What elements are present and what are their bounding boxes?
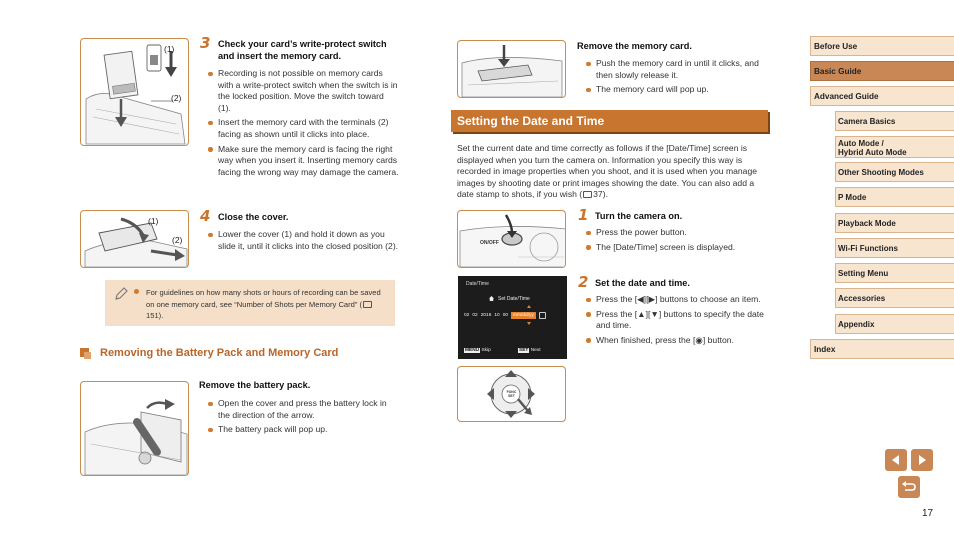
nav-appendix[interactable]: Appendix: [835, 314, 954, 334]
nav-playback-mode[interactable]: Playback Mode: [835, 213, 954, 233]
list-item: Recording is not possible on memory cards with a write-protect switch when the switch is in the locked position. Move the switch toward (1).: [207, 68, 399, 114]
nav-wifi-functions[interactable]: Wi-Fi Functions: [835, 238, 954, 258]
step-1-title: Turn the camera on.: [595, 211, 683, 221]
nav-camera-basics[interactable]: Camera Basics: [835, 111, 954, 131]
note-box: [105, 280, 395, 326]
remove-card-title: Remove the memory card.: [577, 41, 692, 51]
home-icon: [489, 296, 494, 301]
nav-p-mode[interactable]: P Mode: [835, 187, 954, 207]
nav-before-use[interactable]: Before Use: [810, 36, 954, 56]
date-field-year[interactable]: 2016: [480, 312, 492, 318]
func-set-label: FUNC SET: [506, 390, 517, 398]
power-button-figure: [457, 210, 566, 268]
fig-label-2: (2): [171, 93, 182, 103]
nav-advanced-guide[interactable]: Advanced Guide: [810, 86, 954, 106]
page-number: 17: [922, 508, 934, 519]
list-item: Make sure the memory card is facing the right way when you insert it. Inserting memory cards facing the wrong way may damage the camera.: [207, 144, 399, 179]
list-item: Insert the memory card with the terminals (2) facing as shown until it clicks into place.: [207, 117, 399, 140]
section-title-bar: Setting the Date and Time: [451, 110, 768, 132]
remove-card-bullets: [585, 58, 770, 99]
step-1-bullets: [585, 227, 770, 256]
return-icon: [898, 476, 920, 498]
list-item: Press the [◀][▶] buttons to choose an item.: [585, 294, 770, 306]
removing-heading: Removing the Battery Pack and Memory Card: [100, 347, 339, 359]
time-field-hour[interactable]: 10: [494, 312, 500, 318]
list-item: Press the [▲][▼] buttons to specify the date and time.: [585, 309, 770, 332]
skip-label: Skip: [481, 348, 491, 353]
time-field-minute[interactable]: 00: [502, 312, 509, 318]
fig-label-1: (1): [164, 44, 175, 54]
step-1-number: 1: [578, 206, 589, 224]
list-item: Open the cover and press the battery lock in the direction of the arrow.: [207, 398, 399, 421]
book-icon: [363, 301, 372, 308]
remove-card-figure: [457, 40, 566, 98]
memory-card-insert-figure: [80, 38, 189, 146]
fig-label-1: (1): [148, 216, 159, 226]
nav-basic-guide[interactable]: Basic Guide: [810, 61, 954, 81]
menu-key-badge: MENU: [465, 348, 480, 353]
step-2-bullets: [585, 294, 770, 349]
battery-removal-illustration: [81, 382, 189, 476]
remove-battery-title: Remove the battery pack.: [199, 380, 311, 390]
date-time-screen: [458, 276, 567, 359]
note-text: For guidelines on how many shots or hours of recording can be saved on one memory card, see “Number of Shots per Memory Card” (151).: [146, 288, 381, 320]
step-4-title: Close the cover.: [218, 212, 289, 222]
prev-page-button[interactable]: [885, 449, 907, 471]
step-4-bullets: [207, 229, 399, 255]
list-item: When finished, press the [◉] button.: [585, 335, 770, 347]
step-2-title: Set the date and time.: [595, 278, 690, 288]
next-page-button[interactable]: [911, 449, 933, 471]
list-item: The [Date/Time] screen is displayed.: [585, 242, 770, 254]
format-up-arrow-icon: [527, 305, 531, 308]
nav-setting-menu[interactable]: Setting Menu: [835, 263, 954, 283]
next-label: Next: [530, 348, 541, 353]
power-button-illustration: [458, 211, 566, 268]
set-key-badge: SET: [519, 348, 529, 353]
list-item: The memory card will pop up.: [585, 84, 770, 96]
step-3-number: 3: [200, 34, 211, 52]
power-label: ON/OFF: [480, 240, 499, 246]
book-icon: [583, 191, 592, 198]
return-button[interactable]: [898, 476, 920, 498]
pencil-icon: [113, 286, 129, 302]
nav-index[interactable]: Index: [810, 339, 954, 359]
arrow-right-icon: [919, 455, 926, 465]
nav-accessories[interactable]: Accessories: [835, 288, 954, 308]
screen-subtitle: Set Date/Time: [498, 296, 530, 302]
date-field-day[interactable]: 02: [472, 312, 478, 318]
format-down-arrow-icon: [527, 322, 531, 325]
list-item: Lower the cover (1) and hold it down as you slide it, until it clicks into the closed position (2).: [207, 229, 399, 252]
list-item: Push the memory card in until it clicks, and then slowly release it.: [585, 58, 770, 81]
date-format-field[interactable]: mm/dd/yy: [513, 312, 534, 318]
step-3-bullets: [207, 68, 399, 181]
page-ref-link[interactable]: 151: [146, 311, 159, 320]
remove-battery-bullets: [207, 398, 399, 439]
nav-other-shooting-modes[interactable]: Other Shooting Modes: [835, 162, 954, 182]
fig-label-2: (2): [172, 235, 183, 245]
screen-title: Date/Time: [466, 281, 489, 287]
step-2-number: 2: [578, 273, 589, 291]
section-square-icon: [80, 348, 91, 359]
step-4-number: 4: [200, 207, 211, 225]
step-3-title: Check your card’s write-protect switch and insert the memory card.: [218, 39, 387, 61]
date-field-month[interactable]: 02: [464, 312, 470, 318]
list-item: Press the power button.: [585, 227, 770, 239]
control-dial-figure: [457, 366, 566, 422]
list-item: The battery pack will pop up.: [207, 424, 399, 436]
page-ref-link[interactable]: 37: [593, 189, 603, 200]
arrow-left-icon: [892, 455, 899, 465]
battery-removal-figure: [80, 381, 189, 476]
section-intro: Set the current date and time correctly as follows if the [Date/Time] screen is displayed when you turn the camera on. Information you specify this way is recorded in image properties when you shoot, and it is used when you manage images by shooting date or print images showing the date. You can also add a date stamp to shots, if you wish ( 37).: [457, 143, 758, 200]
remove-card-illustration: [458, 41, 566, 98]
nav-auto-mode[interactable]: Auto Mode / Hybrid Auto Mode: [835, 136, 954, 158]
timezone-icon: [539, 312, 546, 319]
